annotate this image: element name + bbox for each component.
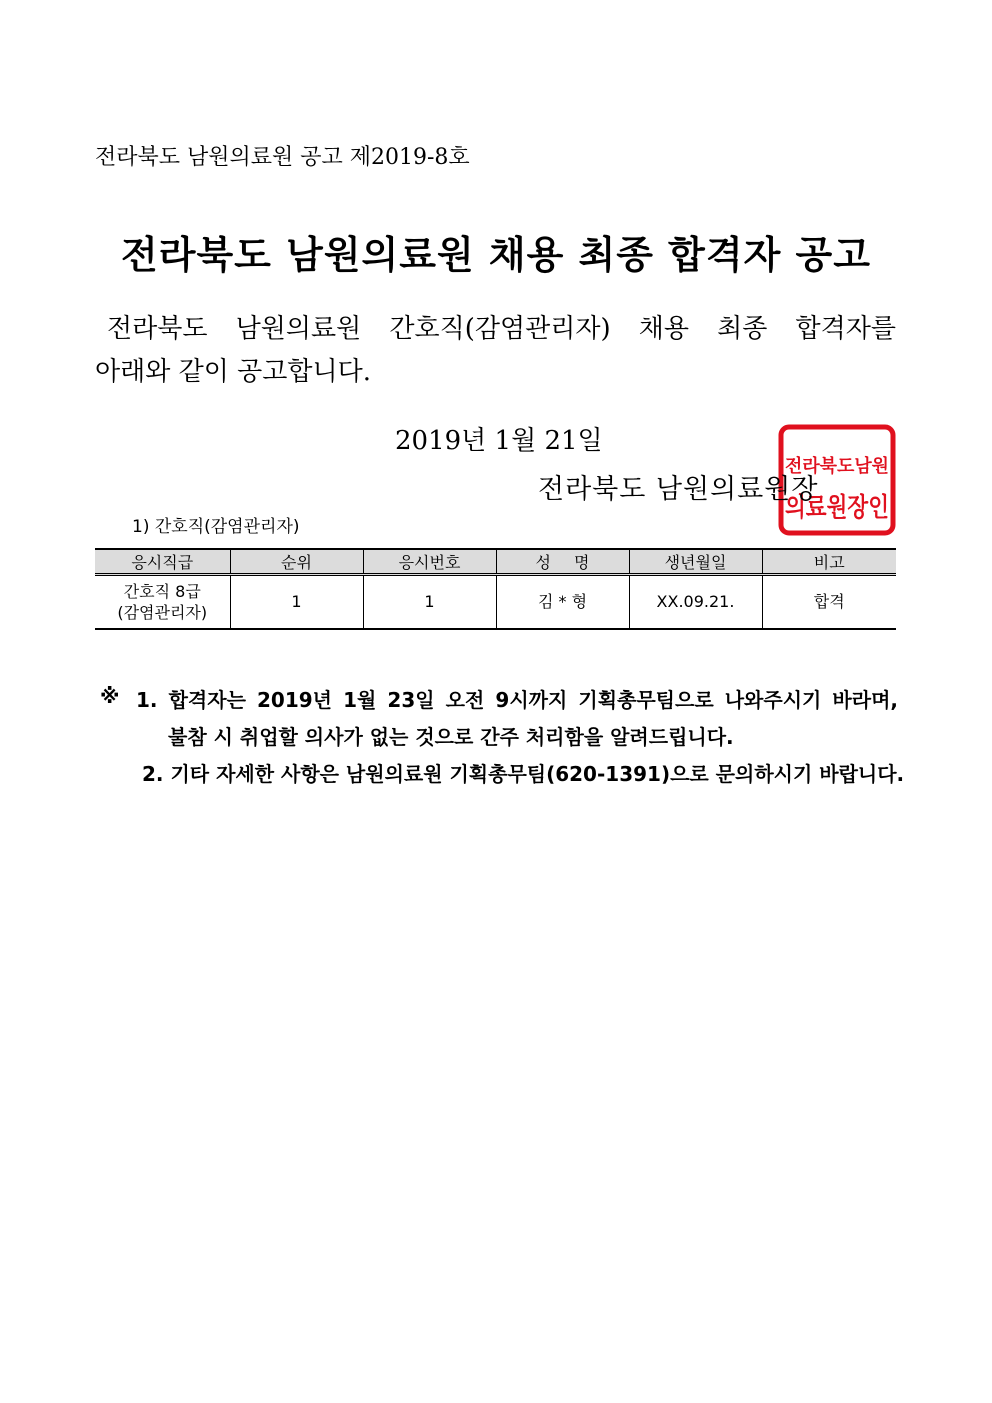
cell-grade (95, 575, 230, 629)
cell-name: 김 * 형 (496, 575, 629, 629)
section-label: 1) 간호직(감염관리자) (132, 517, 300, 537)
cell-rank: 1 (230, 575, 363, 629)
table-row (95, 575, 896, 629)
header-grade: 응시직급 (95, 549, 230, 575)
body-text-line-1: 전라북도 남원의료원 간호직(감염관리자) 채용 최종 합격자를 (107, 314, 896, 344)
note-2: 2. 기타 자세한 사항은 남원의료원 기획총무팀(620-1391)으로 문의하시기 바랍니다. (142, 762, 905, 786)
header-remark: 비고 (762, 549, 896, 575)
notes-section (100, 684, 905, 795)
reference-mark: ※ (100, 684, 120, 708)
issuer-name: 전라북도 남원의료원장 (538, 474, 819, 505)
header-rank: 순위 (230, 549, 363, 575)
notice-number: 전라북도 남원의료원 공고 제2019-8호 (95, 145, 470, 170)
cell-remark: 합격 (762, 575, 896, 629)
cell-grade-line-2: (감염관리자) (117, 602, 208, 622)
document-title: 전라북도 남원의료원 채용 최종 합격자 공고 (121, 233, 871, 277)
note-1-line-1: 1. 합격자는 2019년 1월 23일 오전 9시까지 기획총무팀으로 나와주시기 바라며, (136, 688, 898, 712)
cell-grade-line-1: 간호직 8급 (123, 581, 201, 601)
announcement-date: 2019년 1월 21일 (395, 426, 603, 456)
seal-text-row-2: 의료원장인 (785, 493, 911, 523)
header-exam-number: 응시번호 (363, 549, 496, 575)
header-birth-date: 생년월일 (629, 549, 762, 575)
table-header-row (95, 549, 896, 575)
results-table (95, 548, 896, 630)
note-1-line-2: 불참 시 취업할 의사가 없는 것으로 간주 처리함을 알려드립니다. (168, 725, 734, 749)
cell-birth-date: XX.09.21. (629, 575, 762, 629)
body-text-line-2: 아래와 같이 공고합니다. (95, 357, 371, 387)
cell-exam-number: 1 (363, 575, 496, 629)
header-name: 성 명 (496, 549, 629, 575)
seal-text-row-1: 전라북도남원 (785, 456, 890, 477)
